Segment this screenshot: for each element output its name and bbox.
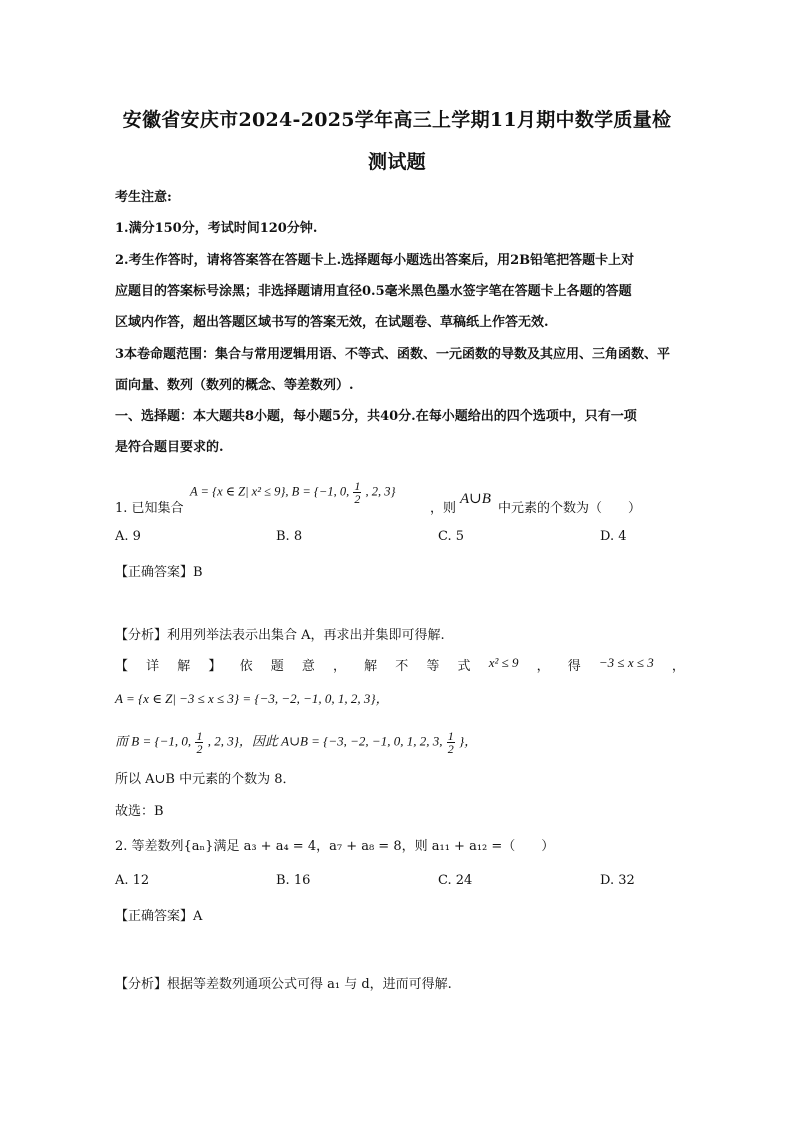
q1-union-fraction-1-num: 1: [196, 729, 203, 743]
q1-detail-char: 【: [115, 659, 129, 674]
q1-detail-char: 】: [208, 659, 222, 674]
q1-detail-inequality: x² ≤ 9: [488, 655, 519, 670]
q1-union-line-end: }，: [458, 733, 478, 749]
q1-fraction-numerator: 1: [354, 479, 361, 493]
q1-detail-char: ，: [536, 659, 550, 674]
q1-union: A∪B: [460, 491, 491, 507]
q1-detail-solution: −3 ≤ x ≤ 3: [598, 655, 654, 670]
q1-fraction: [353, 480, 361, 505]
notice-item-3-line1: 3本卷命题范围：集合与常用逻辑用语、不等式、函数、一元函数的导数及其应用、三角函数、平: [115, 347, 671, 362]
q1-option-b: B. 8: [276, 529, 303, 544]
q1-union-fraction-2-num: 1: [447, 729, 454, 743]
q1-option-d: D. 4: [600, 529, 627, 544]
q1-detail-char: ，: [332, 659, 346, 674]
q1-detail-char: 式: [457, 659, 471, 674]
q2-answer: 【正确答案】A: [115, 909, 203, 924]
page-title-line1: 安徽省安庆市2024-2025学年高三上学期11月期中数学质量检: [122, 109, 672, 131]
q1-union-line-pre: 而 B = {−1, 0,: [115, 733, 192, 749]
q1-prefix: 1. 已知集合: [115, 501, 184, 516]
notice-item-2-line2: 应题目的答案标号涂黑；非选择题请用直径0.5毫米黑色墨水签字笔在答题卡上各题的答题: [115, 284, 632, 299]
q1-detail-line: [115, 655, 685, 674]
q1-union-line-mid: , 2, 3}，因此 A∪B = {−3, −2, −1, 0, 1, 2, 3,: [207, 733, 443, 749]
q1-union-line: [115, 730, 477, 755]
q2-option-b: B. 16: [276, 873, 311, 888]
q1-suffix: 中元素的个数为（ ）: [498, 501, 642, 516]
q1-detail-char: 解: [177, 659, 191, 674]
notice-item-1: 1.满分150分，考试时间120分钟.: [115, 221, 318, 236]
q2-stem: 2. 等差数列{aₙ}满足 a₃ + a₄ = 4，a₇ + a₈ = 8，则 a₁₁ + a₁₂ =（ ）: [115, 839, 555, 854]
q1-set-definition: [190, 480, 395, 505]
q1-detail-char: 等: [426, 659, 440, 674]
q1-choice: 故选：B: [115, 804, 164, 819]
q1-analysis: 【分析】利用列举法表示出集合 A，再求出并集即可得解.: [115, 628, 445, 643]
notice-item-3-line2: 面向量、数列（数列的概念、等差数列）.: [115, 378, 354, 393]
q1-union-fraction-1-den: 2: [196, 742, 203, 756]
q1-detail-char: 详: [146, 659, 160, 674]
notice-item-2-line1: 2.考生作答时，请将答案答在答题卡上.选择题每小题选出答案后，用2B铅笔把答题卡上对: [115, 253, 635, 268]
q2-analysis: 【分析】根据等差数列通项公式可得 a₁ 与 d，进而可得解.: [115, 977, 452, 992]
q2-option-d: D. 32: [600, 873, 635, 888]
q1-detail-char: 依: [239, 659, 253, 674]
q1-set-a-enumerated: A = {x ∈ Z| −3 ≤ x ≤ 3} = {−3, −2, −1, 0, 1, 2, 3}，: [115, 691, 389, 706]
q1-union-fraction-2-den: 2: [447, 742, 454, 756]
q1-fraction-denominator: 2: [354, 492, 361, 506]
q1-union-fraction-2: [447, 730, 455, 755]
q1-detail-char: 解: [364, 659, 378, 674]
q1-count-line: 所以 A∪B 中元素的个数为 8．: [115, 772, 296, 787]
q1-detail-char: 不: [395, 659, 409, 674]
notice-item-2-line3: 区域内作答，超出答题区域书写的答案无效，在试题卷、草稿纸上作答无效.: [115, 315, 549, 330]
q2-option-c: C. 24: [438, 873, 473, 888]
q1-answer: 【正确答案】B: [115, 565, 203, 580]
q1-option-a: A. 9: [115, 529, 141, 544]
q2-option-a: A. 12: [115, 873, 150, 888]
q1-detail-char: 题: [270, 659, 284, 674]
q1-detail-char: 得: [567, 659, 581, 674]
q1-detail-char: ，: [671, 659, 685, 674]
q1-set-a: A = {x ∈ Z| x² ≤ 9}, B = {−1, 0,: [190, 484, 350, 499]
q1-union-fraction-1: [195, 730, 203, 755]
q1-option-c: C. 5: [438, 529, 465, 544]
q1-mid: ，则: [430, 501, 457, 516]
q1-detail-char: 意: [301, 659, 315, 674]
page-title-line2: 测试题: [368, 151, 426, 173]
section-heading-line1: 一、选择题：本大题共8小题，每小题5分，共40分.在每小题给出的四个选项中，只有一项: [115, 409, 637, 424]
q1-set-b-tail: , 2, 3}: [365, 484, 396, 499]
section-heading-line2: 是符合题目要求的.: [115, 440, 224, 455]
notice-heading: 考生注意:: [115, 190, 172, 205]
